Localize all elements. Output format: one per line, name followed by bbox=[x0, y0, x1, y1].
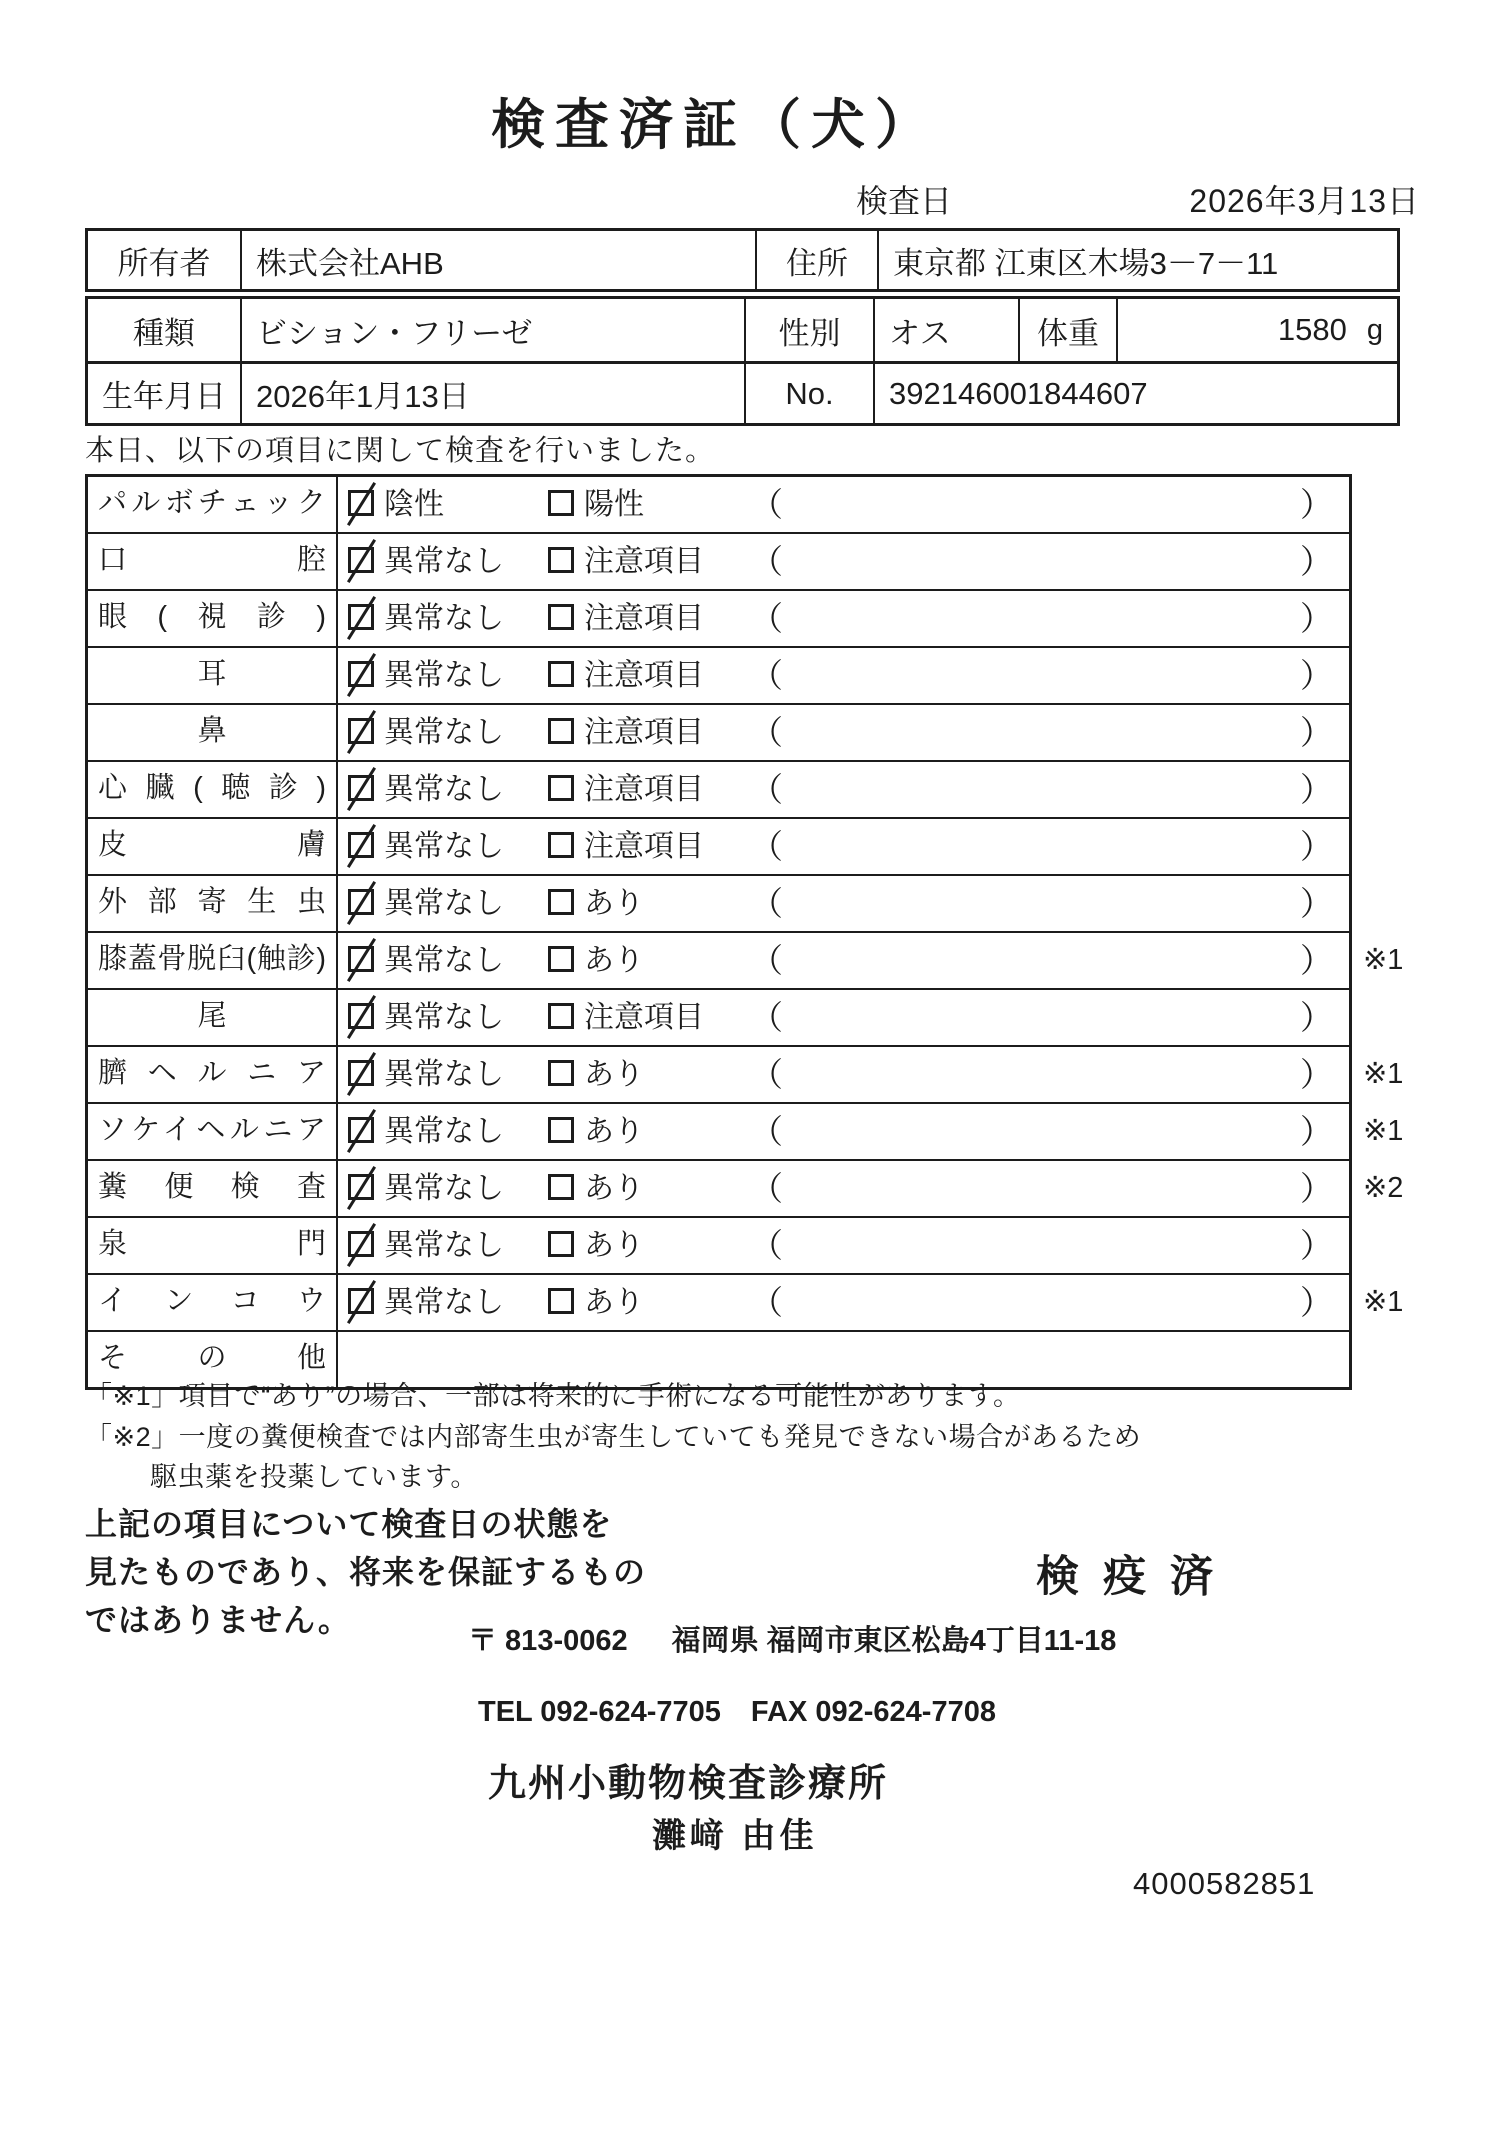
footnote-mark: ※1 bbox=[1363, 1286, 1404, 1318]
option-2-label: 注意項目 bbox=[584, 716, 704, 749]
item-name: 尾 bbox=[88, 990, 338, 1045]
quarantine-stamp: 検疫済 bbox=[1036, 1553, 1237, 1601]
checkbox-icon bbox=[548, 1231, 574, 1257]
remark-paren-close: ） bbox=[1300, 999, 1333, 1036]
inspection-table bbox=[85, 474, 1404, 1390]
table-row bbox=[88, 760, 1349, 817]
weight-number: 1580 bbox=[1277, 312, 1347, 347]
option-1-label: 異常なし bbox=[384, 944, 504, 977]
option-1-label: 異常なし bbox=[384, 1058, 504, 1091]
clinic-tel: TEL 092-624-7705 bbox=[478, 1696, 721, 1728]
sex-value: オス bbox=[873, 299, 1018, 361]
remark-paren-close: ） bbox=[1300, 828, 1333, 865]
intro-text: 本日、以下の項目に関して検査を行いました。 bbox=[85, 435, 716, 467]
checkbox-checked-icon bbox=[348, 946, 374, 972]
remark-paren-open: （ bbox=[750, 543, 783, 580]
table-row bbox=[88, 646, 1349, 703]
checkbox-icon bbox=[548, 661, 574, 687]
item-result-cell bbox=[338, 1047, 1404, 1102]
checkbox-checked-icon bbox=[348, 1003, 374, 1029]
remark-paren-open: （ bbox=[750, 771, 783, 808]
footnote-mark: ※1 bbox=[1363, 1115, 1404, 1147]
remark-paren-close: ） bbox=[1300, 714, 1333, 751]
option-1-label: 異常なし bbox=[384, 545, 504, 578]
item-name: 口腔 bbox=[88, 534, 338, 589]
item-result-cell bbox=[338, 1218, 1349, 1273]
checkbox-checked-icon bbox=[348, 547, 374, 573]
weight-label: 体重 bbox=[1018, 299, 1116, 361]
item-result-cell bbox=[338, 1161, 1404, 1216]
checkbox-icon bbox=[548, 1060, 574, 1086]
weight-unit: g bbox=[1366, 313, 1383, 346]
checkbox-icon bbox=[548, 946, 574, 972]
checkbox-icon bbox=[548, 718, 574, 744]
address-label: 住所 bbox=[755, 231, 877, 289]
remark-paren-open: （ bbox=[750, 657, 783, 694]
checkbox-icon bbox=[548, 1003, 574, 1029]
birth-label: 生年月日 bbox=[88, 361, 240, 423]
table-row bbox=[88, 703, 1349, 760]
checkbox-icon bbox=[548, 604, 574, 630]
item-name: 皮膚 bbox=[88, 819, 338, 874]
sex-label: 性別 bbox=[744, 299, 873, 361]
remark-paren-close: ） bbox=[1300, 885, 1333, 922]
remark-paren-close: ） bbox=[1300, 1284, 1333, 1321]
checkbox-checked-icon bbox=[348, 775, 374, 801]
option-2-label: あり bbox=[584, 1058, 644, 1091]
clinic-postal-code: 〒 813-0062 bbox=[468, 1625, 628, 1657]
option-2-label: あり bbox=[584, 1172, 644, 1205]
clinic-fax: FAX 092-624-7708 bbox=[750, 1696, 996, 1728]
checkbox-checked-icon bbox=[348, 604, 374, 630]
item-result-cell bbox=[338, 933, 1404, 988]
disclaimer-line-3: ではありません。 bbox=[85, 1602, 351, 1638]
option-1-label: 異常なし bbox=[384, 1286, 504, 1319]
item-result-cell bbox=[338, 876, 1349, 931]
clinic-phone-line bbox=[478, 1696, 996, 1729]
item-result-cell bbox=[338, 990, 1349, 1045]
checkbox-checked-icon bbox=[348, 889, 374, 915]
item-result-cell bbox=[338, 705, 1349, 760]
option-1-label: 異常なし bbox=[384, 773, 504, 806]
breed-value: ビション・フリーゼ bbox=[240, 299, 744, 361]
item-result-cell bbox=[338, 1104, 1404, 1159]
checkbox-icon bbox=[548, 832, 574, 858]
veterinarian-name: 灘﨑 由佳 bbox=[652, 1817, 818, 1855]
table-row bbox=[88, 1159, 1404, 1216]
table-row bbox=[88, 1216, 1349, 1273]
remark-paren-open: （ bbox=[750, 1056, 783, 1093]
option-2-label: 注意項目 bbox=[584, 1001, 704, 1034]
option-1-label: 異常なし bbox=[384, 887, 504, 920]
clinic-postal-line bbox=[468, 1618, 1116, 1659]
birth-value: 2026年1月13日 bbox=[240, 361, 744, 423]
item-name: 眼(視診) bbox=[88, 591, 338, 646]
table-row bbox=[88, 1273, 1404, 1330]
item-name: 鼻 bbox=[88, 705, 338, 760]
remark-paren-open: （ bbox=[750, 942, 783, 979]
checkbox-checked-icon bbox=[348, 832, 374, 858]
item-name: その他 bbox=[88, 1332, 338, 1387]
option-2-label: 注意項目 bbox=[584, 773, 704, 806]
footnote-mark: ※1 bbox=[1363, 1058, 1404, 1090]
remark-paren-open: （ bbox=[750, 1170, 783, 1207]
footnote-3: 駆虫薬を投薬しています。 bbox=[150, 1462, 478, 1492]
owner-value: 株式会社AHB bbox=[240, 231, 755, 289]
option-1-label: 異常なし bbox=[384, 659, 504, 692]
clinic-name: 九州小動物検査診療所 bbox=[488, 1763, 889, 1805]
option-2-label: あり bbox=[584, 1115, 644, 1148]
checkbox-checked-icon bbox=[348, 1231, 374, 1257]
table-row bbox=[88, 589, 1349, 646]
table-row bbox=[88, 1102, 1404, 1159]
remark-paren-close: ） bbox=[1300, 1170, 1333, 1207]
table-row bbox=[88, 817, 1349, 874]
remark-paren-open: （ bbox=[750, 1113, 783, 1150]
no-value: 392146001844607 bbox=[873, 361, 1397, 423]
item-name: 心臓(聴診) bbox=[88, 762, 338, 817]
table-row bbox=[88, 1045, 1404, 1102]
item-result-cell bbox=[338, 648, 1349, 703]
item-result-cell bbox=[338, 762, 1349, 817]
option-1-label: 異常なし bbox=[384, 716, 504, 749]
remark-paren-open: （ bbox=[750, 714, 783, 751]
option-1-label: 陰性 bbox=[384, 488, 444, 521]
checkbox-icon bbox=[548, 547, 574, 573]
inspection-date-label: 検査日 bbox=[856, 183, 953, 219]
item-name: 糞便検査 bbox=[88, 1161, 338, 1216]
remark-paren-open: （ bbox=[750, 600, 783, 637]
item-name: 外部寄生虫 bbox=[88, 876, 338, 931]
page-title: 検査済証（犬） bbox=[491, 95, 939, 155]
item-result-cell bbox=[338, 477, 1349, 532]
option-2-label: あり bbox=[584, 1286, 644, 1319]
clinic-address: 福岡県 福岡市東区松島4丁目11-18 bbox=[671, 1625, 1117, 1657]
remark-paren-open: （ bbox=[750, 999, 783, 1036]
item-name: 臍ヘルニア bbox=[88, 1047, 338, 1102]
table-row bbox=[88, 931, 1404, 988]
item-name: 耳 bbox=[88, 648, 338, 703]
option-1-label: 異常なし bbox=[384, 602, 504, 635]
no-label: No. bbox=[744, 361, 873, 423]
remark-paren-close: ） bbox=[1300, 600, 1333, 637]
checkbox-checked-icon bbox=[348, 1117, 374, 1143]
option-2-label: あり bbox=[584, 944, 644, 977]
item-name: 泉門 bbox=[88, 1218, 338, 1273]
option-2-label: 注意項目 bbox=[584, 545, 704, 578]
option-2-label: 注意項目 bbox=[584, 659, 704, 692]
option-2-label: 注意項目 bbox=[584, 602, 704, 635]
item-name: パルボチェック bbox=[88, 477, 338, 532]
remark-paren-close: ） bbox=[1300, 1113, 1333, 1150]
remark-paren-close: ） bbox=[1300, 942, 1333, 979]
checkbox-checked-icon bbox=[348, 1288, 374, 1314]
remark-paren-close: ） bbox=[1300, 543, 1333, 580]
weight-value bbox=[1116, 299, 1397, 361]
item-result-cell bbox=[338, 1275, 1404, 1330]
table-row bbox=[88, 477, 1349, 532]
owner-table bbox=[85, 228, 1400, 292]
footnote-1: 「※1」項目で“あり”の場合、一部は将来的に手術になる可能性があります。 bbox=[85, 1381, 1021, 1411]
remark-paren-open: （ bbox=[750, 828, 783, 865]
owner-label: 所有者 bbox=[117, 245, 211, 281]
item-name: インコウ bbox=[88, 1275, 338, 1330]
item-result-cell bbox=[338, 819, 1349, 874]
checkbox-icon bbox=[548, 1288, 574, 1314]
option-1-label: 異常なし bbox=[384, 1229, 504, 1262]
checkbox-checked-icon bbox=[348, 490, 374, 516]
option-2-label: 陽性 bbox=[584, 488, 644, 521]
disclaimer-line-1: 上記の項目について検査日の状態を bbox=[85, 1506, 613, 1542]
checkbox-checked-icon bbox=[348, 661, 374, 687]
option-1-label: 異常なし bbox=[384, 1001, 504, 1034]
option-2-label: 注意項目 bbox=[584, 830, 704, 863]
footnote-mark: ※2 bbox=[1363, 1172, 1404, 1204]
table-row bbox=[88, 988, 1349, 1045]
checkbox-checked-icon bbox=[348, 1174, 374, 1200]
remark-paren-open: （ bbox=[750, 885, 783, 922]
option-2-label: あり bbox=[584, 1229, 644, 1262]
table-row bbox=[88, 532, 1349, 589]
remark-paren-close: ） bbox=[1300, 486, 1333, 523]
remark-paren-close: ） bbox=[1300, 1056, 1333, 1093]
option-1-label: 異常なし bbox=[384, 1172, 504, 1205]
option-1-label: 異常なし bbox=[384, 830, 504, 863]
item-name: 膝蓋骨脱臼(触診) bbox=[88, 933, 338, 988]
option-2-label: あり bbox=[584, 887, 644, 920]
table-row bbox=[88, 874, 1349, 931]
remark-paren-open: （ bbox=[750, 1227, 783, 1264]
checkbox-checked-icon bbox=[348, 1060, 374, 1086]
checkbox-icon bbox=[548, 1117, 574, 1143]
item-name: ソケイヘルニア bbox=[88, 1104, 338, 1159]
address-value: 東京都 江東区木場3－7－11 bbox=[877, 231, 1397, 289]
remark-paren-close: ） bbox=[1300, 1227, 1333, 1264]
item-result-cell bbox=[338, 534, 1349, 589]
disclaimer-line-2: 見たものであり、将来を保証するもの bbox=[85, 1554, 647, 1590]
item-result-cell bbox=[338, 591, 1349, 646]
checkbox-icon bbox=[548, 490, 574, 516]
footnote-mark: ※1 bbox=[1363, 944, 1404, 976]
remark-paren-open: （ bbox=[750, 486, 783, 523]
pet-info-table bbox=[85, 296, 1400, 426]
inspection-date-value: 2026年3月13日 bbox=[1189, 183, 1420, 219]
option-1-label: 異常なし bbox=[384, 1115, 504, 1148]
checkbox-checked-icon bbox=[348, 718, 374, 744]
remark-paren-close: ） bbox=[1300, 657, 1333, 694]
breed-label: 種類 bbox=[133, 315, 195, 351]
footnote-2: 「※2」一度の糞便検査では内部寄生虫が寄生していても発見できない場合があるため bbox=[85, 1422, 1142, 1452]
remark-paren-open: （ bbox=[750, 1284, 783, 1321]
checkbox-icon bbox=[548, 1174, 574, 1200]
remark-paren-close: ） bbox=[1300, 771, 1333, 808]
checkbox-icon bbox=[548, 775, 574, 801]
checkbox-icon bbox=[548, 889, 574, 915]
serial-number: 4000582851 bbox=[1133, 1866, 1316, 1901]
